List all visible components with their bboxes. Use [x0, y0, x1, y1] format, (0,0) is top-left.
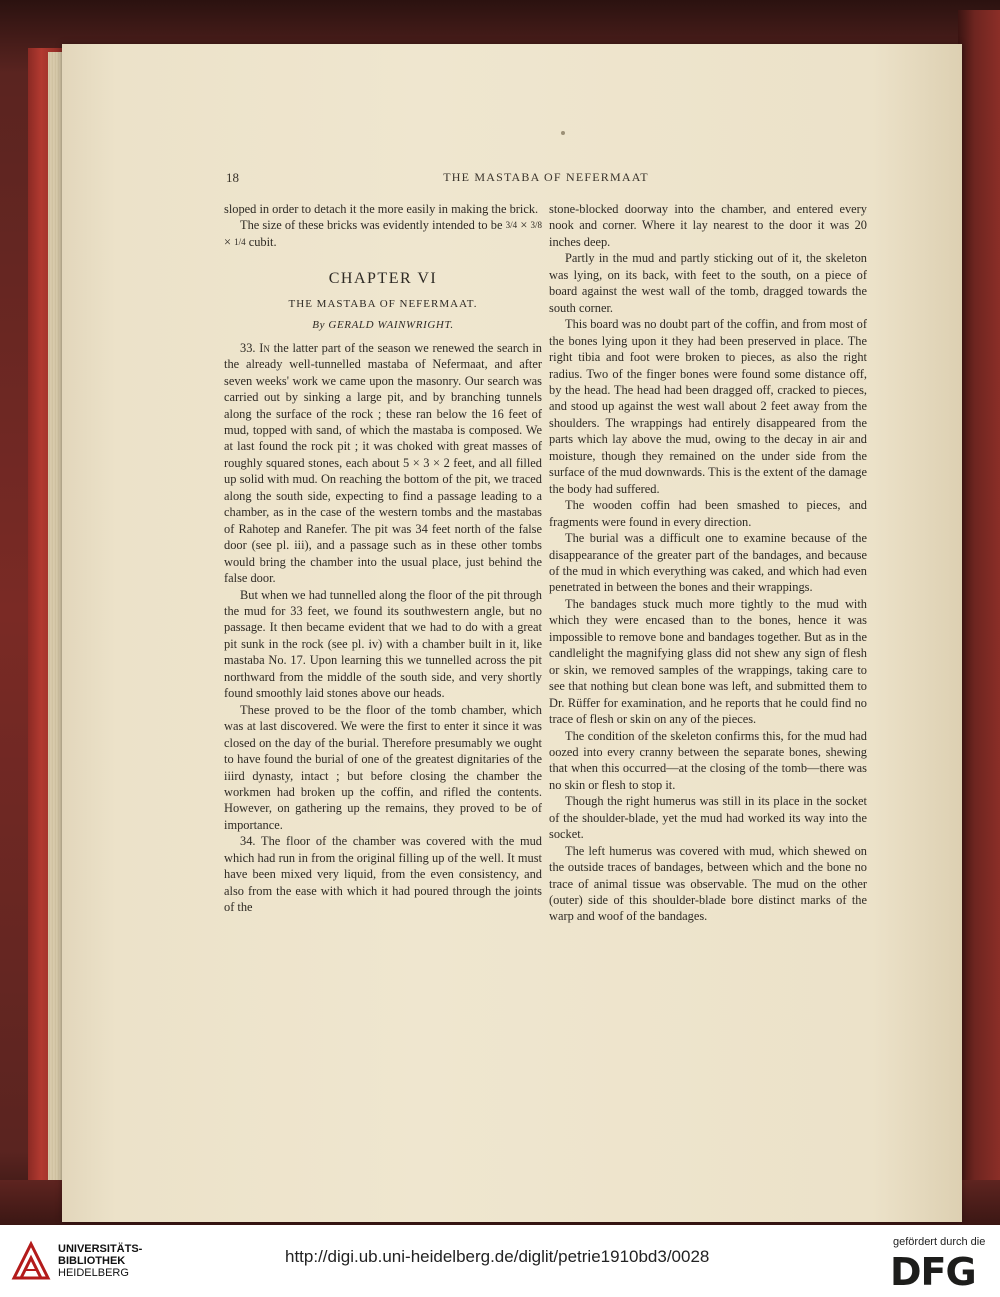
document-url-link[interactable]: http://digi.ub.uni-heidelberg.de/diglit/petrie1910bd3/0028: [285, 1247, 710, 1266]
paragraph: stone-blocked doorway into the chamber, and entered every nook and corner. Where it lay nearest to the door it was 20 inches deep.: [549, 202, 867, 249]
chapter-subtitle: THE MASTABA OF NEFERMAAT.: [288, 297, 478, 310]
paragraph: The burial was a difficult one to examine because of the disappearance of the greater part of the bandages, and because of the mud in which everything was caked, and which had even penetrated in between the bones and their wrappings.: [549, 531, 867, 595]
paragraph: Though the right humerus was still in its place in the socket of the shoulder-blade, yet the mud had worked its way into the socket.: [549, 794, 867, 842]
university-library-logo-icon: [10, 1240, 52, 1282]
paragraph-text: the latter part of the season we renewed the search in the already well-tunnelled mastaba of Nefermaat, and after seven weeks' work we came upon the masonry. Our search was carried out by sinking a large pit, and by branching tunnels along the surface of the rock ; these ran below the 16 feet of mud, topped with sand, of which the mastaba is composed. We at last found the rock pit ; it was choked with great masses of roughly squared stones, each about 5 × 3 × 2 feet, and all filled up solid with mud. On reaching the bottom of the pit, we traced along the south side, expecting to find a passage leading to a chamber, as in the case of the western tombs and the mastabas of Rahotep and Ranefer. The pit was 34 feet north of the false door (see pl. iii), and a passage such as in these other tombs would bring the chamber into the usual place, just behind the false door.: [224, 340, 542, 586]
paragraph: But when we had tunnelled along the floor of the pit through the mud for 33 feet, we found its southwestern angle, but no passage. It then became evident that we had to do with a great pit sunk in the rock (see pl. iv) with a chamber built in it, like mastaba No. 17. Upon learning this we tunnelled across the pit northward from the middle of the south side, and very shortly found smoothly laid stones above our heads.: [224, 587, 542, 701]
right-text-column: [549, 201, 867, 925]
fraction: 3/4: [505, 220, 518, 231]
paragraph-brick-size: The size of these bricks was evidently intended to be 3/4 × 3/8 × 1/4 cubit.: [224, 218, 542, 249]
library-name-line: BIBLIOTHEK: [58, 1255, 126, 1267]
page-number: 18: [226, 170, 239, 185]
left-text-column: [224, 201, 542, 916]
library-name-line: UNIVERSITÄTS-: [58, 1243, 143, 1255]
funding-caption: gefördert durch die: [893, 1236, 986, 1248]
paragraph: These proved to be the floor of the tomb chamber, which was at last discovered. We were the first to enter it since it was closed on the day of the burial. Therefore presumably we ought to have found the burial of one of the greatest dignitaries of the iiird dynasty, intact ; but before closing the chamber the workmen had broken up the coffin, and rifled the contents. However, on gathering up the remains, they proved to be of importance.: [224, 702, 542, 832]
paragraph: The condition of the skeleton confirms this, for the mud had oozed into every cranny between the separate bones, shewing that when this occurred—at the closing of the tomb—there was no skin or flesh to stop it.: [549, 728, 867, 792]
chapter-author: By GERALD WAINWRIGHT.: [312, 319, 454, 332]
dfg-logo-icon: DFG: [890, 1250, 976, 1294]
paper-speck: [561, 131, 565, 135]
paragraph: The wooden coffin had been smashed to pieces, and fragments were found in every direction.: [549, 498, 867, 529]
paragraph-33: [224, 340, 542, 587]
fraction: 1/4: [234, 236, 246, 247]
running-title: THE MASTABA OF NEFERMAAT: [443, 170, 649, 184]
paragraph: This board was no doubt part of the coffin, and from most of the bones lying upon it they had been preserved in place. The right tibia and foot were broken to pieces, as also the right radius. Two of the finger bones were found some distance off, by the head. The head had been dragged off, cracked to pieces, and stood up against the west wall about 2 feet away from the shoulders. The wrappings had entirely disappeared from the parts which lay above the mud, owing to the decay in air and moisture, though they remained on the under side from the surface of the mud downwards. This is the extent of the damage the body had suffered.: [549, 317, 867, 496]
paragraph-text: cubit.: [248, 234, 277, 249]
chapter-title: CHAPTER VI: [328, 270, 438, 288]
paragraph: The bandages stuck much more tightly to the mud with which they were encased than to the bones, hence it was impossible to remove bone and bandages together. But as in the candlelight the magnifying glass did not shew any sign of flesh or skin, we removed samples of the wrappings, taking care to see that nothing but clean bone was left, and submitted them to Dr. Rüffer for examination, and he reports that he could find no trace of flesh or skin on any of the pieces.: [549, 596, 867, 727]
running-header: [226, 170, 866, 190]
paragraph-34: 34. The floor of the chamber was covered with the mud which had run in from the original filling up of the well. It must have been mixed very liquid, from the even consistency, and also from the ease with which it had poured through the joints of the: [224, 834, 542, 915]
book-cover-right-edge: [958, 10, 1000, 1225]
paragraph: Partly in the mud and partly sticking out of it, the skeleton was lying, on its back, with feet to the south, on a piece of board against the west wall of the tomb, dragged towards the south corner.: [549, 251, 867, 315]
section-number: 33.: [240, 340, 256, 355]
fraction: 3/8: [530, 220, 542, 231]
paragraph: The left humerus was covered with mud, which shewed on the outside traces of bandages, between which and the bone no trace of animal tissue was observable. The mud on the other (outer) side of this shoulder-blade bore distinct marks of the warp and woof of the bandages.: [549, 843, 867, 924]
library-city: HEIDELBERG: [58, 1267, 129, 1279]
drop-word: In: [259, 340, 270, 355]
paragraph: sloped in order to detach it the more easily in making the brick.: [224, 202, 539, 216]
paragraph-text: The size of these bricks was evidently intended to be: [240, 218, 503, 233]
university-library-name: [58, 1243, 142, 1279]
